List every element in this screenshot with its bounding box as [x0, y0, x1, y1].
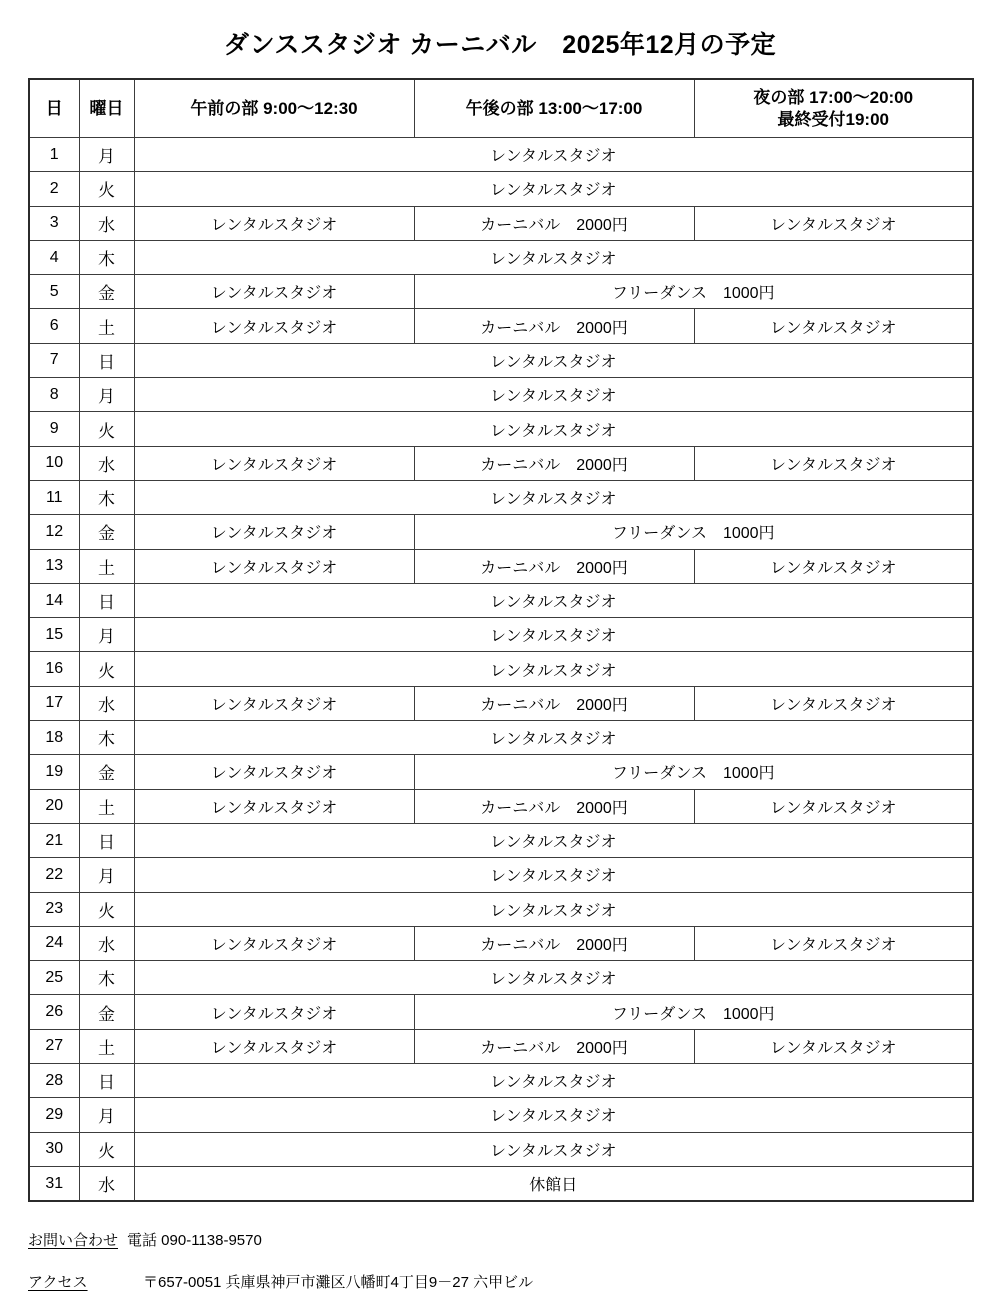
schedule-table: [28, 78, 974, 1202]
schedule-cell: レンタルスタジオ: [134, 172, 973, 206]
table-row: [29, 686, 973, 720]
table-row: [29, 1064, 973, 1098]
contact-label-wrap: [28, 1229, 118, 1250]
day-cell: 15: [29, 618, 79, 652]
day-cell: 14: [29, 583, 79, 617]
schedule-cell: フリーダンス 1000円: [414, 275, 973, 309]
header-evening: [694, 79, 973, 138]
day-cell: 30: [29, 1132, 79, 1166]
header-evening-line1: 夜の部 17:00～20:00: [753, 88, 914, 108]
access-address: 〒657-0051 兵庫県神戸市灘区八幡町4丁目9－27 六甲ビル: [143, 1274, 534, 1292]
schedule-cell: レンタルスタジオ: [134, 755, 414, 789]
table-row: [29, 240, 973, 274]
access-label-wrap: [28, 1271, 143, 1292]
day-cell: 17: [29, 686, 79, 720]
access-label: アクセス: [28, 1274, 88, 1292]
weekday-cell: 月: [79, 378, 134, 412]
weekday-cell: 土: [79, 789, 134, 823]
weekday-cell: 土: [79, 1029, 134, 1063]
table-row: [29, 583, 973, 617]
schedule-cell: レンタルスタジオ: [134, 892, 973, 926]
weekday-cell: 水: [79, 206, 134, 240]
table-row: [29, 275, 973, 309]
schedule-cell: レンタルスタジオ: [134, 1132, 973, 1166]
schedule-cell: カーニバル 2000円: [414, 926, 694, 960]
table-row: [29, 412, 973, 446]
day-cell: 24: [29, 926, 79, 960]
footer: [28, 1229, 1000, 1292]
schedule-cell: レンタルスタジオ: [134, 618, 973, 652]
schedule-cell: カーニバル 2000円: [414, 206, 694, 240]
schedule-cell: レンタルスタジオ: [134, 138, 973, 172]
weekday-cell: 金: [79, 275, 134, 309]
schedule-cell: レンタルスタジオ: [134, 789, 414, 823]
table-row: [29, 138, 973, 172]
header-weekday: 曜日: [79, 79, 134, 138]
day-cell: 27: [29, 1029, 79, 1063]
day-cell: 13: [29, 549, 79, 583]
weekday-cell: 土: [79, 309, 134, 343]
day-cell: 26: [29, 995, 79, 1029]
table-row: [29, 961, 973, 995]
table-row: [29, 892, 973, 926]
schedule-cell: レンタルスタジオ: [134, 652, 973, 686]
schedule-cell: レンタルスタジオ: [134, 926, 414, 960]
table-row: [29, 206, 973, 240]
access-line: [28, 1271, 1000, 1292]
table-row: [29, 652, 973, 686]
table-row: [29, 515, 973, 549]
schedule-cell: レンタルスタジオ: [694, 1029, 973, 1063]
weekday-cell: 水: [79, 926, 134, 960]
day-cell: 5: [29, 275, 79, 309]
schedule-cell: レンタルスタジオ: [134, 240, 973, 274]
schedule-cell: レンタルスタジオ: [134, 412, 973, 446]
weekday-cell: 日: [79, 343, 134, 377]
table-row: [29, 858, 973, 892]
schedule-cell: レンタルスタジオ: [694, 789, 973, 823]
table-row: [29, 823, 973, 857]
day-cell: 22: [29, 858, 79, 892]
table-row: [29, 721, 973, 755]
day-cell: 12: [29, 515, 79, 549]
table-row: [29, 995, 973, 1029]
weekday-cell: 水: [79, 446, 134, 480]
schedule-cell: レンタルスタジオ: [694, 446, 973, 480]
day-cell: 6: [29, 309, 79, 343]
header-row: [29, 79, 973, 138]
table-row: [29, 549, 973, 583]
weekday-cell: 水: [79, 686, 134, 720]
schedule-cell: レンタルスタジオ: [134, 583, 973, 617]
day-cell: 16: [29, 652, 79, 686]
day-cell: 11: [29, 480, 79, 514]
table-row: [29, 309, 973, 343]
schedule-cell: カーニバル 2000円: [414, 446, 694, 480]
table-row: [29, 1098, 973, 1132]
contact-phone: 電話 090-1138-9570: [127, 1232, 262, 1250]
weekday-cell: 火: [79, 892, 134, 926]
schedule-cell: カーニバル 2000円: [414, 1029, 694, 1063]
weekday-cell: 火: [79, 1132, 134, 1166]
day-cell: 1: [29, 138, 79, 172]
day-cell: 21: [29, 823, 79, 857]
table-row: [29, 926, 973, 960]
table-row: [29, 789, 973, 823]
day-cell: 31: [29, 1166, 79, 1201]
contact-line: [28, 1229, 1000, 1250]
table-header: [29, 79, 973, 138]
day-cell: 8: [29, 378, 79, 412]
day-cell: 10: [29, 446, 79, 480]
day-cell: 19: [29, 755, 79, 789]
weekday-cell: 火: [79, 172, 134, 206]
table-row: [29, 378, 973, 412]
schedule-cell: レンタルスタジオ: [134, 378, 973, 412]
weekday-cell: 木: [79, 721, 134, 755]
day-cell: 25: [29, 961, 79, 995]
day-cell: 4: [29, 240, 79, 274]
table-row: [29, 1166, 973, 1201]
schedule-body: [29, 138, 973, 1202]
weekday-cell: 金: [79, 995, 134, 1029]
page-title: ダンススタジオ カーニバル 2025年12月の予定: [223, 31, 777, 59]
schedule-cell: レンタルスタジオ: [134, 343, 973, 377]
schedule-cell: レンタルスタジオ: [134, 961, 973, 995]
schedule-cell: レンタルスタジオ: [694, 549, 973, 583]
schedule-cell: フリーダンス 1000円: [414, 515, 973, 549]
schedule-cell: レンタルスタジオ: [694, 926, 973, 960]
table-row: [29, 446, 973, 480]
day-cell: 7: [29, 343, 79, 377]
day-cell: 29: [29, 1098, 79, 1132]
header-afternoon: 午後の部 13:00～17:00: [414, 79, 694, 138]
table-row: [29, 618, 973, 652]
schedule-cell: レンタルスタジオ: [134, 686, 414, 720]
schedule-cell: レンタルスタジオ: [694, 206, 973, 240]
schedule-cell: カーニバル 2000円: [414, 309, 694, 343]
weekday-cell: 月: [79, 618, 134, 652]
weekday-cell: 月: [79, 1098, 134, 1132]
table-row: [29, 1029, 973, 1063]
schedule-cell: フリーダンス 1000円: [414, 755, 973, 789]
day-cell: 28: [29, 1064, 79, 1098]
weekday-cell: 日: [79, 1064, 134, 1098]
table-row: [29, 1132, 973, 1166]
schedule-cell: カーニバル 2000円: [414, 686, 694, 720]
table-row: [29, 480, 973, 514]
schedule-cell: レンタルスタジオ: [134, 309, 414, 343]
schedule-cell: レンタルスタジオ: [134, 721, 973, 755]
day-cell: 20: [29, 789, 79, 823]
schedule-cell: フリーダンス 1000円: [414, 995, 973, 1029]
schedule-cell: レンタルスタジオ: [134, 858, 973, 892]
weekday-cell: 火: [79, 652, 134, 686]
weekday-cell: 木: [79, 480, 134, 514]
day-cell: 2: [29, 172, 79, 206]
table-row: [29, 343, 973, 377]
weekday-cell: 水: [79, 1166, 134, 1201]
schedule-cell: レンタルスタジオ: [134, 995, 414, 1029]
schedule-cell: レンタルスタジオ: [694, 686, 973, 720]
weekday-cell: 日: [79, 823, 134, 857]
table-row: [29, 172, 973, 206]
schedule-cell: レンタルスタジオ: [134, 515, 414, 549]
weekday-cell: 月: [79, 858, 134, 892]
weekday-cell: 土: [79, 549, 134, 583]
weekday-cell: 日: [79, 583, 134, 617]
header-day: 日: [29, 79, 79, 138]
schedule-cell: カーニバル 2000円: [414, 549, 694, 583]
schedule-cell: レンタルスタジオ: [134, 275, 414, 309]
day-cell: 18: [29, 721, 79, 755]
weekday-cell: 月: [79, 138, 134, 172]
contact-label: お問い合わせ: [28, 1232, 119, 1250]
weekday-cell: 金: [79, 755, 134, 789]
day-cell: 23: [29, 892, 79, 926]
weekday-cell: 火: [79, 412, 134, 446]
table-row: [29, 755, 973, 789]
schedule-cell: 休館日: [134, 1166, 973, 1201]
day-cell: 3: [29, 206, 79, 240]
day-cell: 9: [29, 412, 79, 446]
schedule-cell: レンタルスタジオ: [134, 549, 414, 583]
schedule-cell: レンタルスタジオ: [694, 309, 973, 343]
weekday-cell: 木: [79, 240, 134, 274]
schedule-cell: レンタルスタジオ: [134, 823, 973, 857]
header-morning: 午前の部 9:00～12:30: [134, 79, 414, 138]
schedule-cell: レンタルスタジオ: [134, 1064, 973, 1098]
header-evening-line2: 最終受付19:00: [777, 109, 889, 129]
schedule-cell: カーニバル 2000円: [414, 789, 694, 823]
schedule-cell: レンタルスタジオ: [134, 480, 973, 514]
weekday-cell: 金: [79, 515, 134, 549]
schedule-cell: レンタルスタジオ: [134, 1029, 414, 1063]
schedule-cell: レンタルスタジオ: [134, 206, 414, 240]
schedule-cell: レンタルスタジオ: [134, 446, 414, 480]
schedule-cell: レンタルスタジオ: [134, 1098, 973, 1132]
weekday-cell: 木: [79, 961, 134, 995]
